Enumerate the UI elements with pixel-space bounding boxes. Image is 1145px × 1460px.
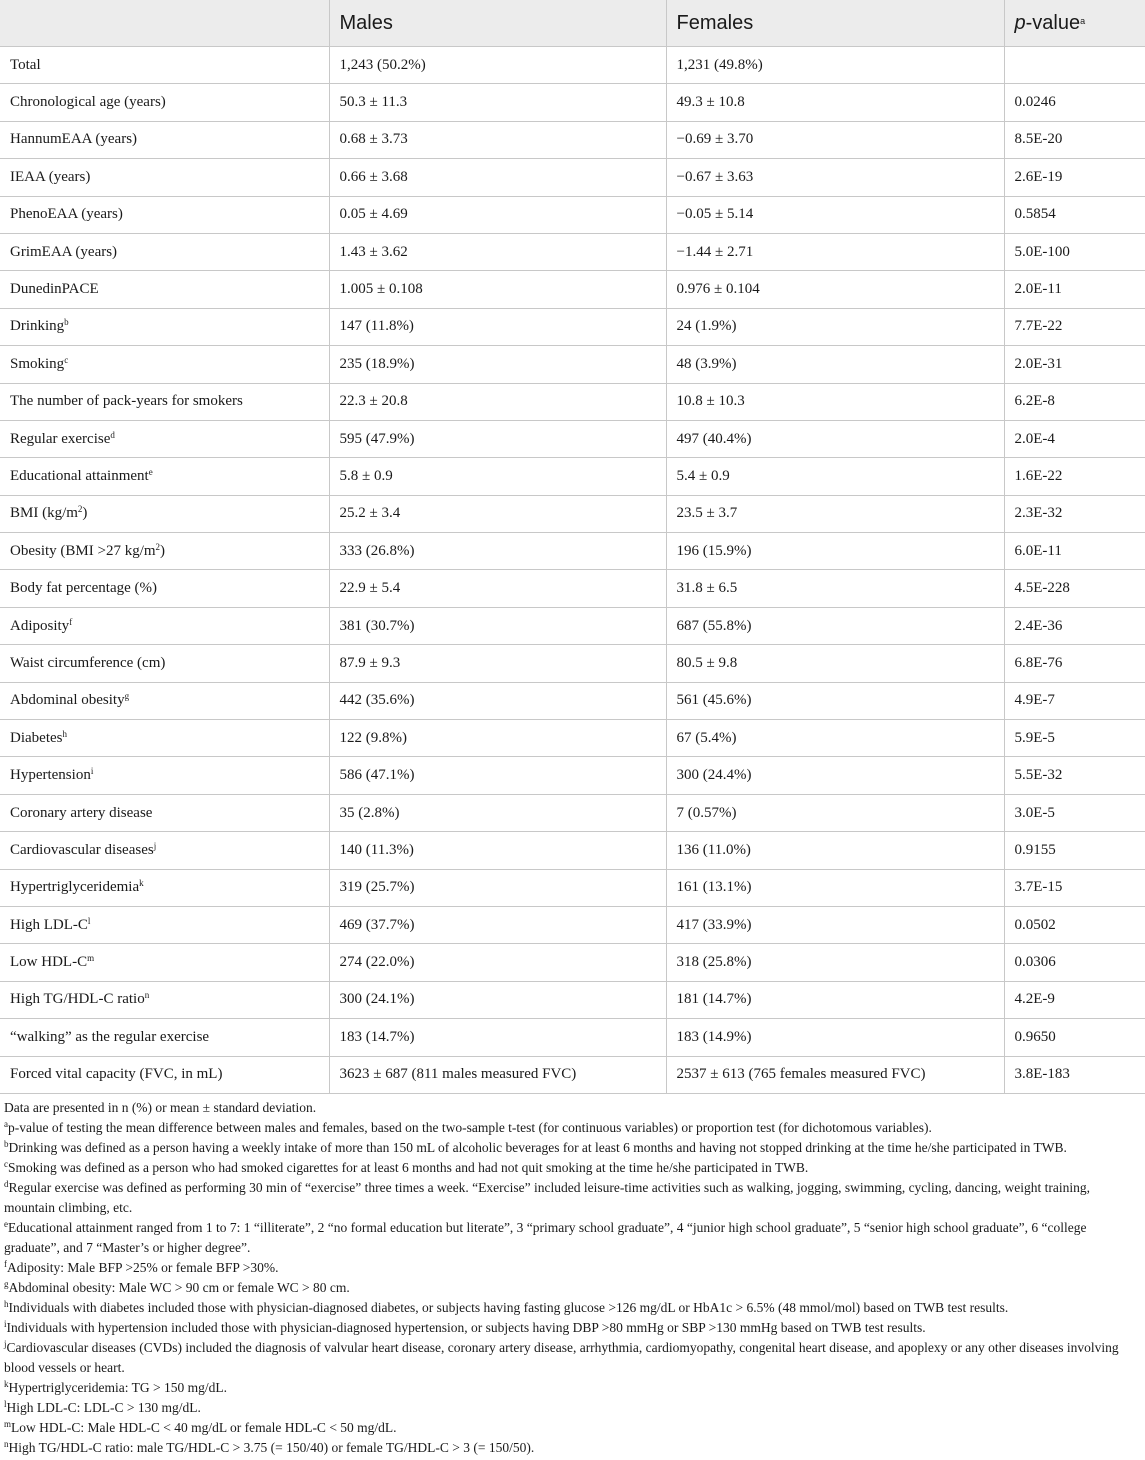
row-label: HannumEAA (years) bbox=[0, 121, 329, 158]
p-value: 2.6E-19 bbox=[1004, 159, 1145, 196]
p-value: 0.9650 bbox=[1004, 1019, 1145, 1056]
table-row bbox=[0, 159, 1145, 196]
females-value: 136 (11.0%) bbox=[666, 832, 1004, 869]
males-value: 25.2 ± 3.4 bbox=[329, 495, 666, 532]
row-label: PhenoEAA (years) bbox=[0, 196, 329, 233]
females-value: 561 (45.6%) bbox=[666, 682, 1004, 719]
footnote: $^c$Smoking was defined as a person who had smoked cigarettes for at least 6 months and had not quit smoking at the time he/she participated in TWB. bbox=[4, 1158, 809, 1175]
p-value: 6.8E-76 bbox=[1004, 645, 1145, 682]
females-value: −0.05 ± 5.14 bbox=[666, 196, 1004, 233]
table-row bbox=[0, 1019, 1145, 1056]
header-row bbox=[0, 0, 1145, 47]
header-males: Males bbox=[329, 0, 666, 47]
row-label: “walking” as the regular exercise bbox=[0, 1019, 329, 1056]
males-value: 381 (30.7%) bbox=[329, 607, 666, 644]
males-value: 0.05 ± 4.69 bbox=[329, 196, 666, 233]
p-value: 0.0306 bbox=[1004, 944, 1145, 981]
p-value: 4.5E-228 bbox=[1004, 570, 1145, 607]
table-row bbox=[0, 794, 1145, 831]
females-value: −0.69 ± 3.70 bbox=[666, 121, 1004, 158]
p-value: 6.0E-11 bbox=[1004, 533, 1145, 570]
footnote-marker: h bbox=[62, 728, 67, 739]
females-value: 417 (33.9%) bbox=[666, 906, 1004, 943]
p-value: 2.4E-36 bbox=[1004, 607, 1145, 644]
table-row bbox=[0, 458, 1145, 495]
males-value: 87.9 ± 9.3 bbox=[329, 645, 666, 682]
table-row bbox=[0, 832, 1145, 869]
header-p-rest: -value bbox=[1025, 11, 1081, 34]
males-value: 1.005 ± 0.108 bbox=[329, 271, 666, 308]
p-value: 3.0E-5 bbox=[1004, 794, 1145, 831]
females-value: 31.8 ± 6.5 bbox=[666, 570, 1004, 607]
females-value: 5.4 ± 0.9 bbox=[666, 458, 1004, 495]
males-value: 1,243 (50.2%) bbox=[329, 47, 666, 84]
females-value: −1.44 ± 2.71 bbox=[666, 233, 1004, 270]
footnote: $^a$p-value of testing the mean difference between males and females, based on the two-sample t-test (for continuous variables) or proportion test (for dichotomous variables). bbox=[4, 1118, 932, 1135]
females-value: 49.3 ± 10.8 bbox=[666, 84, 1004, 121]
table-row bbox=[0, 383, 1145, 420]
p-value: 0.0502 bbox=[1004, 906, 1145, 943]
males-value: 22.9 ± 5.4 bbox=[329, 570, 666, 607]
males-value: 50.3 ± 11.3 bbox=[329, 84, 666, 121]
p-value: 8.5E-20 bbox=[1004, 121, 1145, 158]
males-value: 147 (11.8%) bbox=[329, 308, 666, 345]
males-value: 274 (22.0%) bbox=[329, 944, 666, 981]
footnote: $^e$Educational attainment ranged from 1 to 7: 1 “illiterate”, 2 “no formal education but literate”, 3 “primary school graduate”, 4 “junior high school graduate”, 5 “senior high school graduate”, 6 “college graduate”, and 7 “Master’s or higher degree”. bbox=[4, 1218, 1087, 1255]
males-value: 1.43 ± 3.62 bbox=[329, 233, 666, 270]
table-row bbox=[0, 271, 1145, 308]
footnote-marker: d bbox=[110, 429, 115, 440]
p-value: 4.9E-7 bbox=[1004, 682, 1145, 719]
row-label: Abdominal obesity$^g$ bbox=[0, 682, 329, 719]
males-value: 586 (47.1%) bbox=[329, 757, 666, 794]
row-label: Drinking$^b$ bbox=[0, 308, 329, 345]
footnote: $^d$Regular exercise was defined as performing 30 min of “exercise” three times a week. “Exercise” included leisure-time activities such as walking, jogging, swimming, cycling, dancing, weight training, mountain climbing, etc. bbox=[4, 1178, 1091, 1215]
row-label: Educational attainment$^e$ bbox=[0, 458, 329, 495]
row-label: Cardiovascular diseases$^j$ bbox=[0, 832, 329, 869]
table-row bbox=[0, 47, 1145, 84]
row-label: Hypertriglyceridemia$^k$ bbox=[0, 869, 329, 906]
males-value: 22.3 ± 20.8 bbox=[329, 383, 666, 420]
males-value: 5.8 ± 0.9 bbox=[329, 458, 666, 495]
males-value: 0.68 ± 3.73 bbox=[329, 121, 666, 158]
table-row bbox=[0, 645, 1145, 682]
footnote-letter: k bbox=[4, 1378, 9, 1389]
row-label: Waist circumference (cm) bbox=[0, 645, 329, 682]
header-p-letter: p bbox=[1014, 11, 1026, 34]
females-value: 23.5 ± 3.7 bbox=[666, 495, 1004, 532]
footnote-letter: e bbox=[4, 1218, 8, 1229]
footnote-marker: b bbox=[64, 317, 69, 328]
footnote: $^m$Low HDL-C: Male HDL-C < 40 mg/dL or female HDL-C < 50 mg/dL. bbox=[4, 1418, 397, 1435]
footnote: Data are presented in n (%) or mean ± standard deviation. bbox=[4, 1099, 317, 1115]
females-value: 80.5 ± 9.8 bbox=[666, 645, 1004, 682]
p-value: 0.5854 bbox=[1004, 196, 1145, 233]
footnote: $^k$Hypertriglyceridemia: TG > 150 mg/dL. bbox=[4, 1378, 227, 1395]
females-value: 67 (5.4%) bbox=[666, 720, 1004, 757]
table-row bbox=[0, 495, 1145, 532]
females-value: 48 (3.9%) bbox=[666, 346, 1004, 383]
row-label: BMI $(kg/m^2)$ bbox=[0, 495, 329, 532]
p-value: 5.9E-5 bbox=[1004, 720, 1145, 757]
p-value: 7.7E-22 bbox=[1004, 308, 1145, 345]
table-row bbox=[0, 1056, 1145, 1093]
females-value: 318 (25.8%) bbox=[666, 944, 1004, 981]
footnote-letter: g bbox=[4, 1278, 9, 1289]
header-variable bbox=[0, 0, 329, 47]
footnote: $^n$High TG/HDL-C ratio: male TG/HDL-C > 3.75 (= 150/40) or female TG/HDL-C > 3 (= 150/50). bbox=[4, 1438, 535, 1455]
table-row bbox=[0, 981, 1145, 1018]
females-value: 10.8 ± 10.3 bbox=[666, 383, 1004, 420]
males-value: 140 (11.3%) bbox=[329, 832, 666, 869]
footnote-letter: m bbox=[4, 1418, 12, 1429]
row-label: The number of pack-years for smokers bbox=[0, 383, 329, 420]
table-row bbox=[0, 720, 1145, 757]
table-row bbox=[0, 607, 1145, 644]
footnote-letter: j bbox=[4, 1338, 7, 1349]
p-value: 4.2E-9 bbox=[1004, 981, 1145, 1018]
p-value: 2.3E-32 bbox=[1004, 495, 1145, 532]
row-label: Forced vital capacity (FVC, in mL) bbox=[0, 1056, 329, 1093]
males-value: 442 (35.6%) bbox=[329, 682, 666, 719]
males-value: 183 (14.7%) bbox=[329, 1019, 666, 1056]
table-row bbox=[0, 121, 1145, 158]
row-label: High TG/HDL-C ratio$^n$ bbox=[0, 981, 329, 1018]
p-value: 0.0246 bbox=[1004, 84, 1145, 121]
p-value bbox=[1004, 47, 1145, 84]
row-label: Regular exercise$^d$ bbox=[0, 420, 329, 457]
males-value: 3623 ± 687 (811 males measured FVC) bbox=[329, 1056, 666, 1093]
footnote-marker: 2 bbox=[77, 504, 83, 515]
footnote-letter: h bbox=[4, 1298, 9, 1309]
footnote: $^j$Cardiovascular diseases (CVDs) included the diagnosis of valvular heart disease, coronary artery disease, arrhythmia, cardiomyopathy, congenital heart disease, and apoplexy or any other diseases involving blood vessels or heart. bbox=[4, 1338, 1119, 1375]
table-row bbox=[0, 84, 1145, 121]
p-value: 1.6E-22 bbox=[1004, 458, 1145, 495]
footnote-letter: i bbox=[4, 1318, 7, 1329]
females-value: 183 (14.9%) bbox=[666, 1019, 1004, 1056]
footnote-letter: b bbox=[4, 1138, 9, 1149]
footnote-marker: i bbox=[90, 766, 94, 777]
females-value: −0.67 ± 3.63 bbox=[666, 159, 1004, 196]
males-value: 469 (37.7%) bbox=[329, 906, 666, 943]
header-p-footnote: a bbox=[1080, 15, 1086, 26]
females-value: 24 (1.9%) bbox=[666, 308, 1004, 345]
footnote-marker: g bbox=[124, 691, 130, 702]
row-label: GrimEAA (years) bbox=[0, 233, 329, 270]
footnote: $^g$Abdominal obesity: Male WC > 90 cm or female WC > 80 cm. bbox=[4, 1278, 350, 1295]
table-row bbox=[0, 533, 1145, 570]
males-value: 122 (9.8%) bbox=[329, 720, 666, 757]
row-label: Smoking$^c$ bbox=[0, 346, 329, 383]
males-value: 300 (24.1%) bbox=[329, 981, 666, 1018]
footnote-letter: f bbox=[4, 1258, 7, 1269]
footnote-letter: d bbox=[4, 1178, 9, 1189]
females-value: 497 (40.4%) bbox=[666, 420, 1004, 457]
males-value: 319 (25.7%) bbox=[329, 869, 666, 906]
p-value: 6.2E-8 bbox=[1004, 383, 1145, 420]
table-row bbox=[0, 757, 1145, 794]
p-value: 5.0E-100 bbox=[1004, 233, 1145, 270]
footnote: $^f$Adiposity: Male BFP >25% or female BFP >30%. bbox=[4, 1258, 279, 1275]
footnote-marker: 2 bbox=[155, 541, 161, 552]
footnote: $^b$Drinking was defined as a person having a weekly intake of more than 150 mL of alcoholic beverages for at least 6 months and having not stopped drinking at the time he/she participated in TWB. bbox=[4, 1138, 1067, 1155]
footnote-marker: n bbox=[144, 990, 150, 1001]
females-value: 196 (15.9%) bbox=[666, 533, 1004, 570]
footnote-marker: e bbox=[148, 466, 153, 477]
footnote-marker: k bbox=[139, 878, 144, 889]
females-value: 1,231 (49.8%) bbox=[666, 47, 1004, 84]
footnote: $^i$Individuals with hypertension included those with physician-diagnosed hypertension, or subjects having DBP >80 mmHg or SBP >130 mmHg based on TWB test results. bbox=[4, 1318, 926, 1335]
header-p-value bbox=[1004, 0, 1145, 47]
footnote-letter: n bbox=[4, 1438, 9, 1449]
footnote-marker: j bbox=[153, 840, 157, 851]
footnote-marker: c bbox=[64, 354, 69, 365]
row-label: Chronological age (years) bbox=[0, 84, 329, 121]
footnote-marker: l bbox=[87, 915, 91, 926]
row-label: Total bbox=[0, 47, 329, 84]
females-value: 300 (24.4%) bbox=[666, 757, 1004, 794]
row-label: Diabetes$^h$ bbox=[0, 720, 329, 757]
row-label: DunedinPACE bbox=[0, 271, 329, 308]
row-label: Coronary artery disease bbox=[0, 794, 329, 831]
footnote-marker: f bbox=[69, 616, 73, 627]
males-value: 595 (47.9%) bbox=[329, 420, 666, 457]
females-value: 2537 ± 613 (765 females measured FVC) bbox=[666, 1056, 1004, 1093]
males-value: 0.66 ± 3.68 bbox=[329, 159, 666, 196]
males-value: 35 (2.8%) bbox=[329, 794, 666, 831]
females-value: 161 (13.1%) bbox=[666, 869, 1004, 906]
table-row bbox=[0, 906, 1145, 943]
table-row bbox=[0, 308, 1145, 345]
table-row bbox=[0, 196, 1145, 233]
footnote-letter: l bbox=[4, 1398, 7, 1409]
table-row bbox=[0, 869, 1145, 906]
table-row bbox=[0, 682, 1145, 719]
row-label: Hypertension$^i$ bbox=[0, 757, 329, 794]
p-value: 0.9155 bbox=[1004, 832, 1145, 869]
table-row bbox=[0, 346, 1145, 383]
footnote: $^l$High LDL-C: LDL-C > 130 mg/dL. bbox=[4, 1398, 201, 1415]
females-value: 181 (14.7%) bbox=[666, 981, 1004, 1018]
footnote: $^h$Individuals with diabetes included those with physician-diagnosed diabetes, or subjects having fasting glucose >126 mg/dL or HbA1c > 6.5% (48 mmol/mol) based on TWB test results. bbox=[4, 1298, 1009, 1315]
header-females: Females bbox=[666, 0, 1004, 47]
males-value: 235 (18.9%) bbox=[329, 346, 666, 383]
table-row bbox=[0, 570, 1145, 607]
row-label: Obesity (BMI >27 $kg/m^2$) bbox=[0, 533, 329, 570]
table-row bbox=[0, 420, 1145, 457]
table-footnotes bbox=[0, 1094, 1145, 1458]
row-label: Body fat percentage (%) bbox=[0, 570, 329, 607]
footnote-letter: a bbox=[4, 1118, 8, 1129]
table-row bbox=[0, 944, 1145, 981]
row-label: High LDL-$C^l$ bbox=[0, 906, 329, 943]
p-value: 2.0E-11 bbox=[1004, 271, 1145, 308]
table-row bbox=[0, 233, 1145, 270]
row-label: Low HDL-$C^m$ bbox=[0, 944, 329, 981]
p-value: 2.0E-4 bbox=[1004, 420, 1145, 457]
males-value: 333 (26.8%) bbox=[329, 533, 666, 570]
row-label: Adiposity$^f$ bbox=[0, 607, 329, 644]
row-label: IEAA (years) bbox=[0, 159, 329, 196]
females-value: 687 (55.8%) bbox=[666, 607, 1004, 644]
p-value: 5.5E-32 bbox=[1004, 757, 1145, 794]
females-value: 7 (0.57%) bbox=[666, 794, 1004, 831]
p-value: 2.0E-31 bbox=[1004, 346, 1145, 383]
p-value: 3.7E-15 bbox=[1004, 869, 1145, 906]
p-value: 3.8E-183 bbox=[1004, 1056, 1145, 1093]
females-value: 0.976 ± 0.104 bbox=[666, 271, 1004, 308]
footnote-marker: m bbox=[87, 953, 95, 964]
footnote-letter: c bbox=[4, 1158, 8, 1169]
